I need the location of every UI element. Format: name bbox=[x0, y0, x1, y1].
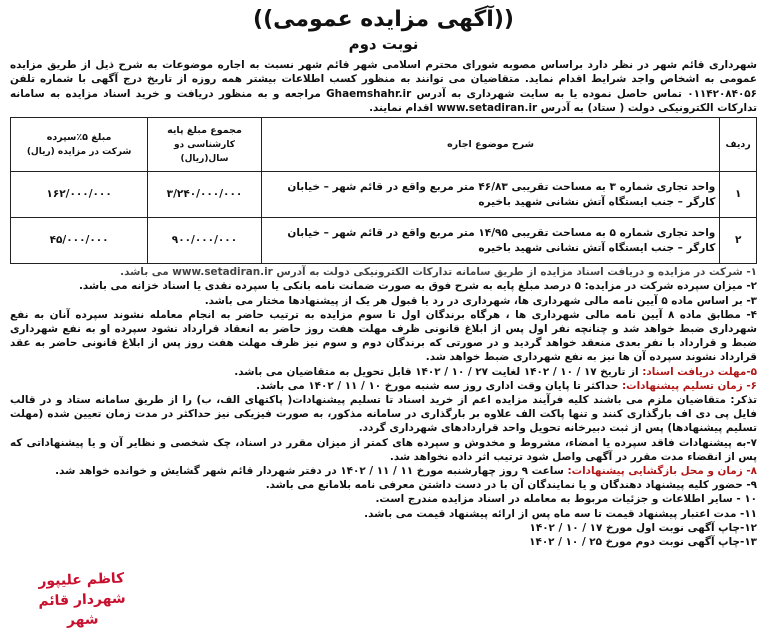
condition-12: ۱۲-چاپ آگهی نوبت اول مورخ ۱۷ / ۱۰ / ۱۴۰۲ bbox=[529, 521, 757, 534]
row-base-amount: ۳/۲۴۰/۰۰۰/۰۰۰ bbox=[148, 172, 262, 218]
condition-1: ۱- شرکت در مزایده و دریافت اسناد مزایده از طریق سامانه تدارکات الکترونیکی دولت به آدرس www.setadiran.ir می باشد. bbox=[120, 266, 757, 279]
condition-note: تذکر: متقاضیان ملزم می باشند کلیه فرآیند مزایده اعم از خرید اسناد تا تسلیم پیشنهادات( پاکتهای الف، ب) را از طریق سامانه ستاد و در قالب فایل پی دی اف بارگذاری کنند و تنها پاکت الف علاوه بر بارگذاری در سامانه مذکور، به صورت فیزیکی نیز حداکثر در مدت زمان تعیین شده (مهلت تسلیم پیشنهادها) پس از ثبت دبیرخانه تحویل واحد قراردادهای شهرداری گردد. bbox=[10, 394, 757, 435]
condition-6-text: حداکثر تا پایان وقت اداری روز سه شنبه مورخ ۱۰ / ۱۱ / ۱۴۰۲ می باشد. bbox=[256, 379, 619, 392]
table-row bbox=[11, 218, 757, 264]
intro-paragraph: شهرداری قائم شهر در نظر دارد براساس مصوبه شورای محترم اسلامی شهر قائم شهر نسبت به اجاره موضوعات به شرح ذیل از طریق مزایده عمومی به اشخاص واجد شرایط اقدام نماید. متقاضیان می توانند به منظور کسب اطلاعات بیشتر همه روزه از تاریخ درج آگهی با شماره تلفن ۰۱۱۴۲۰۸۴۰۵۶ تماس حاصل نموده یا به سایت شهرداری به آدرس Ghaemshahr.ir مراجعه و به منظور دریافت و خرید اسناد مزایده به سامانه تدارکات الکترونیکی دولت ( ستاد) به آدرس www.setadiran.ir اقدام نمایند. bbox=[10, 59, 757, 114]
header-deposit-subtitle: شرکت در مزایده (ریال) bbox=[26, 146, 132, 157]
row-subject: واحد تجاری شماره ۵ به مساحت تقریبی ۱۴/۹۵ متر مربع واقع در قائم شهر – خیابان کارگر – جنب ایستگاه آتش نشانی شهید باخیره bbox=[261, 218, 720, 264]
condition-8-label: ۸- زمان و محل بازگشایی پیشنهادات: bbox=[567, 465, 757, 478]
notice-title: ((آگهی مزایده عمومی)) bbox=[253, 7, 514, 32]
signature-name: کاظم علیپور bbox=[38, 570, 125, 590]
condition-10: ۱۰ - سایر اطلاعات و جزئیات مربوط به معامله در اسناد مزایده مندرج است. bbox=[375, 493, 757, 506]
mayor-signature bbox=[21, 568, 143, 632]
condition-13: ۱۳-چاپ آگهی نوبت دوم مورخ ۲۵ / ۱۰ / ۱۴۰۲ bbox=[529, 536, 757, 549]
condition-8-text: ساعت ۹ روز چهارشنبه مورخ ۱۱ / ۱۱ / ۱۴۰۲ در دفتر شهردار قائم شهر گشایش و خوانده خواهد شد. bbox=[55, 465, 564, 478]
header-base-subtitle: کارشناسی دو سال(ریال) bbox=[173, 139, 235, 164]
notice-subtitle: نوبت دوم bbox=[348, 35, 419, 53]
condition-5 bbox=[10, 365, 757, 379]
table-header-row bbox=[11, 118, 757, 172]
header-row-number: ردیف bbox=[720, 118, 757, 172]
row-number: ۱ bbox=[720, 172, 757, 218]
condition-8 bbox=[10, 464, 757, 478]
condition-5-text: از تاریخ ۱۷ / ۱۰ / ۱۴۰۲ لغایت ۲۷ / ۱۰ / ۱۴۰۲ قابل تحویل به متقاضیان می باشد. bbox=[234, 365, 639, 378]
row-deposit: ۴۵/۰۰۰/۰۰۰ bbox=[11, 218, 148, 264]
condition-11: ۱۱- مدت اعتبار پیشنهاد قیمت تا سه ماه پس از ارائه پیشنهاد قیمت می باشد. bbox=[364, 507, 757, 520]
condition-4: ۴- مطابق ماده ۸ آیین نامه مالی شهرداری ها ، هرگاه برندگان اول تا سوم مزایده به ترتیب حاضر به انجام معامله نشوند سپرده آنان به نفع شهرداری ضبط خواهد شد و چنانچه نفر اول پس از ابلاغ قانونی ظرف مهلت هفت روز حاضر به انعقاد قرارداد نشود سپرده او به نفع شهرداری ضبط و قرارداد با نفر بعدی منعقد خواهد گردید و در صورتی که برندگان دوم و سوم نیز ظرف مهلت هفت روز پس از ابلاغ قانونی حاضر به عقد قرارداد نشوند سپرده آن ها نیز به نفع شهرداری ضبط خواهد شد. bbox=[10, 308, 757, 364]
row-subject: واحد تجاری شماره ۳ به مساحت تقریبی ۴۶/۸۳ متر مربع واقع در قائم شهر – خیابان کارگر – جنب ایستگاه آتش نشانی شهید باخیره bbox=[261, 172, 720, 218]
condition-7: ۷-به پیشنهادات فاقد سپرده یا امضاء، مشروط و مخدوش و سپرده های کمتر از میزان مقرر در اسناد، چک شخصی و نظایر آن و یا پیشنهاداتی که پس از انقضاء مدت مقرر در آگهی واصل شود ترتیب اثر داده نخواهد شد. bbox=[10, 436, 757, 463]
condition-6 bbox=[10, 379, 757, 393]
row-number: ۲ bbox=[720, 218, 757, 264]
condition-9: ۹- حضور کلیه پیشنهاد دهندگان و یا نمایندگان آن با در دست داشتن معرفی نامه بلامانع می باشد. bbox=[265, 479, 757, 492]
table-row bbox=[11, 172, 757, 218]
condition-6-label: ۶- زمان تسلیم پیشنهادات: bbox=[621, 379, 757, 392]
header-deposit-title: مبلغ ۵٪سپرده bbox=[46, 131, 112, 143]
row-base-amount: ۹۰۰/۰۰۰/۰۰۰ bbox=[148, 218, 262, 264]
auction-items-table bbox=[10, 117, 757, 264]
condition-5-label: ۵-مهلت دریافت اسناد: bbox=[642, 365, 757, 378]
row-deposit: ۱۶۲/۰۰۰/۰۰۰ bbox=[11, 172, 148, 218]
condition-2: ۲- میزان سپرده شرکت در مزایده: ۵ درصد مبلغ پایه به شرح فوق به صورت ضمانت نامه بانکی یا سپرده نقدی یا اسناد خزانه می باشد. bbox=[78, 280, 757, 293]
header-subject: شرح موضوع اجاره bbox=[261, 118, 720, 172]
header-base-amount bbox=[148, 118, 262, 172]
conditions-list bbox=[10, 265, 757, 549]
condition-3: ۳- بر اساس ماده ۵ آیین نامه مالی شهرداری ها، شهرداری در رد یا قبول هر یک از پیشنهادها مختار می باشد. bbox=[204, 294, 757, 307]
signature-title: شهردار قائم شهر bbox=[38, 590, 126, 629]
header-base-title: مجموع مبلغ پایه bbox=[167, 124, 242, 136]
header-deposit bbox=[11, 118, 148, 172]
